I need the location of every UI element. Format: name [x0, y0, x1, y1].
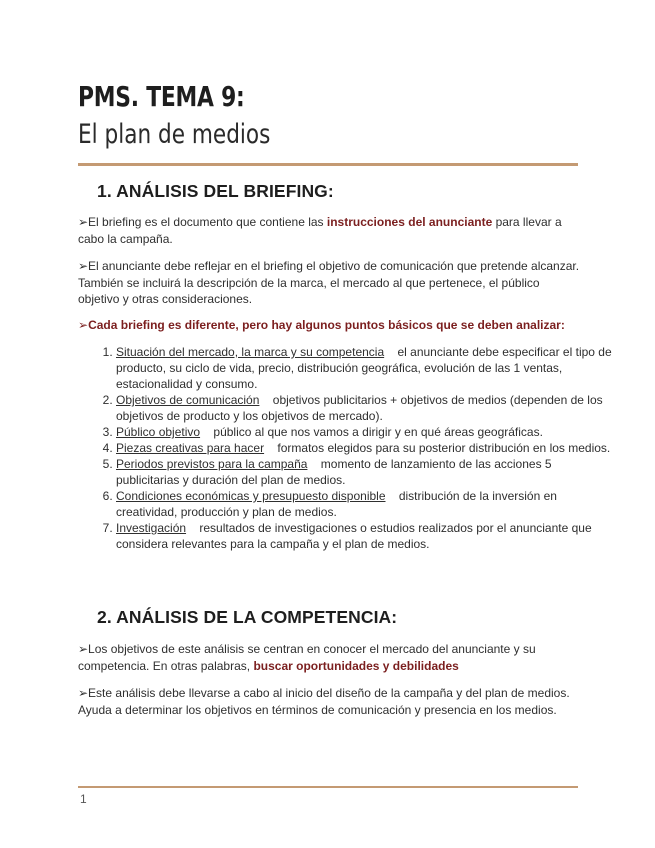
list-item-desc: distribución de la inversión en creatividad, producción y plan de medios.: [116, 489, 557, 519]
list-item: [116, 392, 616, 424]
competencia-paragraph-2: ➢Este análisis debe llevarse a cabo al inicio del diseño de la campaña y del plan de medios. Ayuda a determinar los objetivos en términos de comunicación y presencia en los medios.: [78, 686, 570, 717]
text-segment: ➢El briefing es el documento que contiene las: [78, 215, 327, 229]
list-item: [116, 456, 616, 488]
list-item-desc: objetivos publicitarios + objetivos de medios (dependen de los objetivos de producto y los objetivos de mercado).: [116, 393, 603, 423]
list-item-desc: formatos elegidos para su posterior distribución en los medios.: [277, 441, 611, 455]
section-heading-competencia: 2. ANÁLISIS DE LA COMPETENCIA:: [97, 607, 398, 627]
highlight-instrucciones: instrucciones del anunciante: [326, 215, 493, 229]
text-segment: para llevar a cabo la campaña.: [78, 215, 562, 246]
highlight-oportunidades: buscar oportunidades y debilidades: [253, 658, 459, 673]
page-title: PMS. TEMA 9:: [78, 80, 245, 113]
page-number: 1: [80, 792, 87, 806]
page-subtitle: El plan de medios: [78, 119, 271, 150]
briefing-paragraph-1: [78, 214, 583, 247]
section-heading-briefing: 1. ANÁLISIS DEL BRIEFING:: [97, 181, 334, 201]
list-item: [116, 488, 616, 520]
list-item: [116, 344, 616, 392]
briefing-paragraph-2: ➢El anunciante debe reflejar en el briefing el objetivo de comunicación que pretende alcanzar. También se incluirá la descripción de la marca, el mercado al que pertenece, el público objetivo y otras consideraciones.: [78, 259, 580, 306]
arrow-bullet: ➢: [78, 318, 89, 332]
list-item-desc: momento de lanzamiento de las acciones 5 publicitarias y duración del plan de medios.: [116, 457, 552, 487]
competencia-paragraph-1: [78, 641, 583, 674]
list-item-term: Investigación: [116, 521, 187, 535]
list-item: [116, 424, 616, 440]
list-item-term: Condiciones económicas y presupuesto disponible: [116, 489, 386, 503]
footer-divider: [78, 786, 578, 788]
list-item: [116, 520, 616, 552]
list-item: [116, 440, 616, 456]
list-item-term: Situación del mercado, la marca y su competencia: [116, 345, 385, 359]
list-item-term: Periodos previstos para la campaña: [116, 457, 308, 471]
list-item-term: Público objetivo: [116, 425, 201, 439]
list-item-desc: el anunciante debe especificar el tipo de producto, su ciclo de vida, precio, distribución geográfica, evolución de las 1 ventas, estacionalidad y consumo.: [116, 345, 612, 391]
briefing-points-list: [78, 344, 616, 552]
list-item-term: Piezas creativas para hacer: [116, 441, 265, 455]
title-divider: [78, 163, 578, 166]
list-item-term: Objetivos de comunicación: [116, 393, 260, 407]
list-item-desc: resultados de investigaciones o estudios realizados por el anunciante que considera relevantes para la campaña y el plan de medios.: [116, 521, 592, 551]
briefing-paragraph-3: [78, 317, 583, 334]
text-segment: ➢Los objetivos de este análisis se centran en conocer el mercado del anunciante y su competencia. En otras palabras,: [78, 642, 536, 673]
list-item-desc: público al que nos vamos a dirigir y en qué áreas geográficas.: [213, 425, 543, 439]
highlight-cada-briefing: Cada briefing es diferente, pero hay algunos puntos básicos que se deben analizar:: [88, 318, 565, 332]
